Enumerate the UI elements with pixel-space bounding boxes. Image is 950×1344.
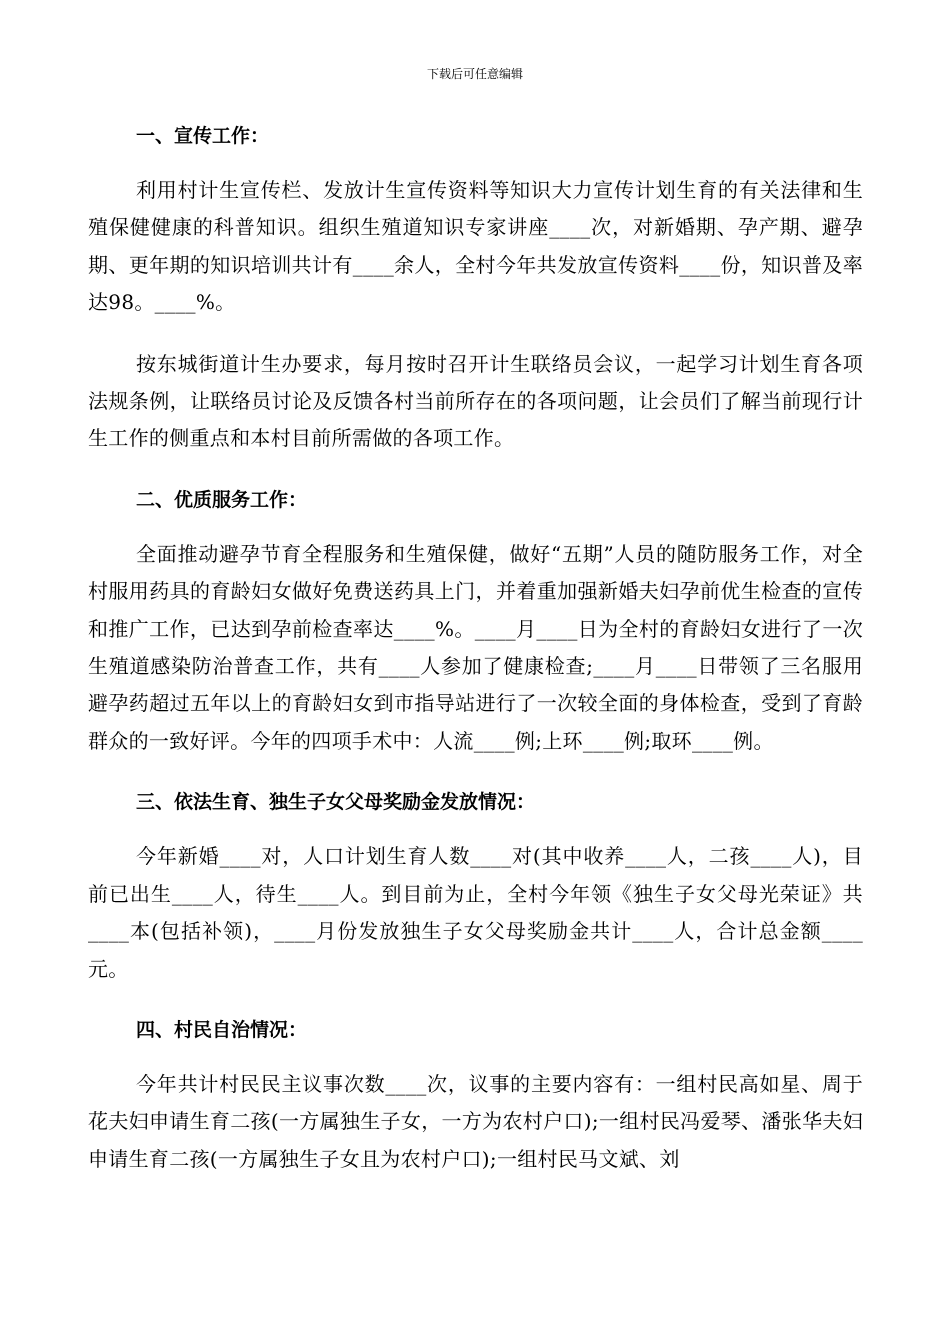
section-publicity: [88, 118, 863, 482]
section-heading: 二、优质服务工作：: [136, 488, 308, 511]
paragraph: 利用村计生宣传栏、发放计生宣传资料等知识大力宣传计划生育的有关法律和生殖保健健康的科普知识。组织生殖道知识专家讲座____次，对新婚期、孕产期、避孕期、更年期的知识培训共计有____余人，全村今年共发放宣传资料____份，知识普及率达98。____%。: [88, 178, 863, 315]
document-body: [88, 118, 863, 1178]
section-villager-autonomy: [88, 1012, 863, 1178]
paragraph: 全面推动避孕节育全程服务和生殖保健，做好“五期”人员的随防服务工作，对全村服用药具的育龄妇女做好免费送药具上门，并着重加强新婚夫妇孕前优生检查的宣传和推广工作，已达到孕前检查率达____%。____月____日为全村的育龄妇女进行了一次生殖道感染防治普查工作，共有____人参加了健康检查;____月____日带领了三名服用避孕药超过五年以上的育龄妇女到市指导站进行了一次较全面的身体检查，受到了育龄群众的一致好评。今年的四项手术中：人流____例;上环____例;取环____例。: [88, 541, 863, 753]
paragraph: 今年共计村民民主议事次数____次，议事的主要内容有：一组村民高如星、周于花夫妇申请生育二孩(一方属独生子女，一方为农村户口);一组村民冯爱琴、潘张华夫妇申请生育二孩(一方属独生子女且为农村户口);一组村民马文斌、刘: [88, 1071, 863, 1171]
section-heading: 三、依法生育、独生子女父母奖励金发放情况：: [136, 791, 536, 814]
section-heading: 一、宣传工作：: [136, 125, 270, 147]
header-note: 下载后可任意编辑: [426, 67, 523, 81]
paragraph: 按东城街道计生办要求，每月按时召开计生联络员会议，一起学习计划生育各项法规条例，让联络员讨论及反馈各村当前所存在的各项问题，让会员们了解当前现行计生工作的侧重点和本村目前所需做的各项工作。: [88, 351, 863, 451]
section-heading: 四、村民自治情况：: [136, 1018, 308, 1041]
section-quality-service: [88, 482, 863, 784]
section-lawful-birth: [88, 784, 863, 1012]
paragraph: 今年新婚____对，人口计划生育人数____对(其中收养____人，二孩____人)，目前已出生____人，待生____人。到目前为止，全村今年领《独生子女父母光荣证》共____本(包括补领)，____月份发放独生子女父母奖励金共计____人，合计总金额____元。: [88, 844, 863, 981]
